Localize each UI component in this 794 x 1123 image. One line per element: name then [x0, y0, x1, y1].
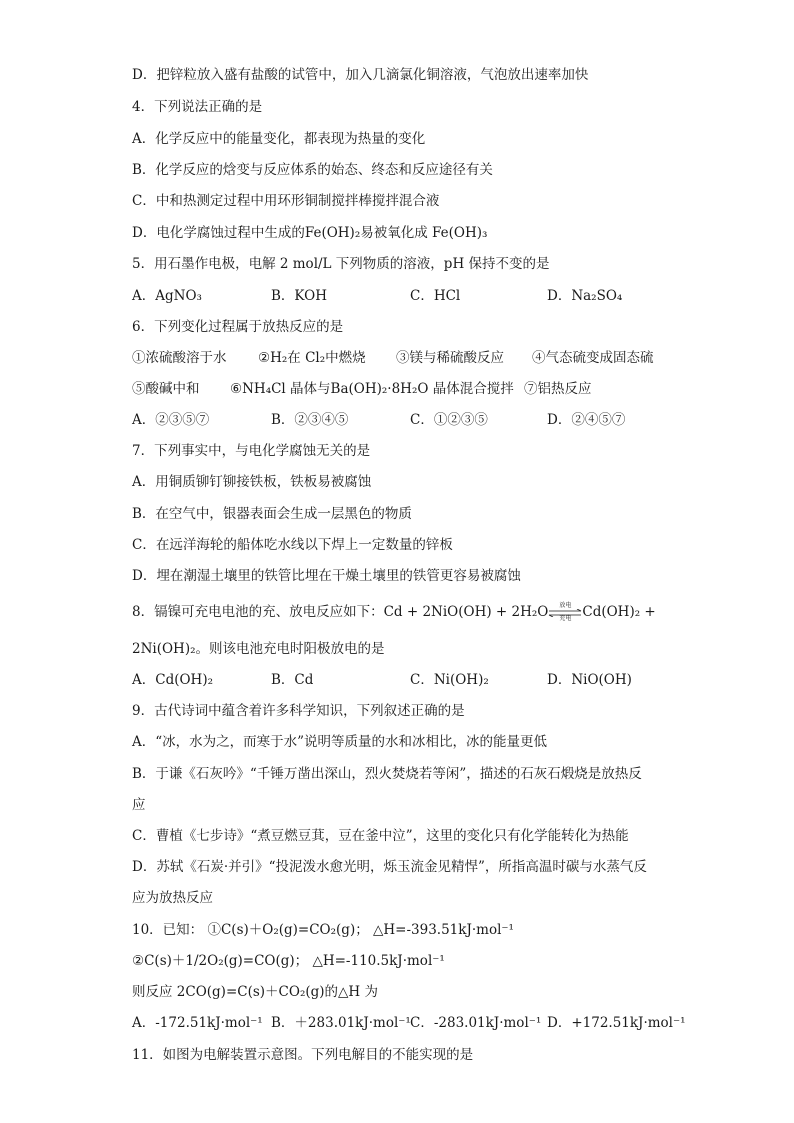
- q9-option-a: A．“冰，水为之，而寒于水”说明等质量的水和冰相比，冰的能量更低: [132, 734, 548, 750]
- question-10: 10．已知： ①C(s)＋O₂(g)=CO₂(g)； △H=-393.51kJ·mol⁻¹: [132, 922, 514, 938]
- q8-option-b: B．Cd: [271, 672, 314, 688]
- question-7: 7．下列事实中，与电化学腐蚀无关的是: [132, 443, 371, 459]
- q8-equation-right: Cd(OH)₂ +: [582, 604, 656, 620]
- q8-option-d: D．NiO(OH): [547, 672, 632, 688]
- q6-item-2: ②H₂在 Cl₂中燃烧: [258, 350, 366, 366]
- question-11: 11．如图为电解装置示意图。下列电解目的不能实现的是: [132, 1047, 474, 1063]
- q6-item-7: ⑦铝热反应: [524, 381, 592, 397]
- q4-option-b: B．化学反应的焓变与反应体系的始态、终态和反应途径有关: [132, 162, 493, 178]
- question-5: 5．用石墨作电极，电解 2 mol/L 下列物质的溶液，pH 保持不变的是: [132, 256, 550, 272]
- q6-item-6: ⑥NH₄Cl 晶体与Ba(OH)₂·8H₂O 晶体混合搅拌: [230, 381, 514, 397]
- q5-option-b: B．KOH: [271, 288, 327, 304]
- q9-option-d-cont: 应为放热反应: [132, 890, 213, 906]
- q9-option-b-cont: 应: [132, 797, 146, 813]
- q4-option-a: A．化学反应中的能量变化，都表现为热量的变化: [132, 131, 426, 147]
- question-4: 4．下列说法正确的是: [132, 99, 263, 115]
- q5-option-d: D．Na₂SO₄: [547, 288, 623, 304]
- q9-option-b: B．于谦《石灰吟》“千锤万凿出深山，烈火焚烧若等闲”，描述的石灰石煅烧是放热反: [132, 766, 642, 782]
- arrow-label-charge: 充电: [559, 614, 572, 622]
- q6-option-d: D．②④⑤⑦: [547, 412, 626, 428]
- q7-option-d: D．埋在潮湿土壤里的铁管比埋在干燥土壤里的铁管更容易被腐蚀: [132, 568, 521, 584]
- q6-option-a: A．②③⑤⑦: [132, 412, 210, 428]
- question-8: [132, 603, 656, 622]
- q6-item-5: ⑤酸碱中和: [132, 381, 200, 397]
- q3-option-d: D．把锌粒放入盛有盐酸的试管中，加入几滴氯化铜溶液，气泡放出速率加快: [132, 67, 589, 83]
- q10-option-a: A．-172.51kJ·mol⁻¹: [132, 1015, 263, 1031]
- q4-option-d: D．电化学腐蚀过程中生成的Fe(OH)₂易被氧化成 Fe(OH)₃: [132, 225, 488, 241]
- q7-option-c: C．在远洋海轮的船体吃水线以下焊上一定数量的锌板: [132, 537, 453, 553]
- q10-option-c: C．-283.01kJ·mol⁻¹: [410, 1015, 542, 1031]
- q9-option-c: C．曹植《七步诗》“煮豆燃豆萁，豆在釜中泣”，这里的变化只有化学能转化为热能: [132, 828, 629, 844]
- question-9: 9．古代诗词中蕴含着许多科学知识，下列叙述正确的是: [132, 703, 465, 719]
- reversible-arrow-icon: [548, 601, 582, 622]
- q10-prompt: 则反应 2CO(g)=C(s)＋CO₂(g)的△H 为: [132, 984, 378, 1000]
- q5-option-c: C．HCl: [410, 288, 461, 304]
- q4-option-c: C．中和热测定过程中用环形铜制搅拌棒搅拌混合液: [132, 193, 440, 209]
- q8-option-c: C．Ni(OH)₂: [410, 672, 489, 688]
- q10-option-b: B．＋283.01kJ·mol⁻¹: [271, 1015, 411, 1031]
- q6-item-4: ④气态硫变成固态硫: [532, 350, 654, 366]
- q6-item-3: ③镁与稀硫酸反应: [396, 350, 504, 366]
- q10-equation-2: ②C(s)＋1/2O₂(g)=CO(g)； △H=-110.5kJ·mol⁻¹: [132, 953, 445, 969]
- q9-option-d: D．苏轼《石炭·并引》“投泥泼水愈光明，烁玉流金见精悍”，所指高温时碳与水蒸气反: [132, 859, 647, 875]
- q6-option-c: C．①②③⑤: [410, 412, 488, 428]
- q8-continuation: 2Ni(OH)₂。则该电池充电时阳极放电的是: [132, 641, 385, 657]
- q8-equation-left: 8．镉镍可充电电池的充、放电反应如下：Cd + 2NiO(OH) + 2H₂O: [132, 604, 549, 620]
- arrow-label-discharge: 放电: [559, 601, 572, 609]
- q6-option-b: B．②③④⑤: [271, 412, 349, 428]
- q8-option-a: A．Cd(OH)₂: [132, 672, 214, 688]
- q7-option-a: A．用铜质铆钉铆接铁板，铁板易被腐蚀: [132, 474, 372, 490]
- question-6: 6．下列变化过程属于放热反应的是: [132, 319, 344, 335]
- q6-item-1: ①浓硫酸溶于水: [132, 350, 227, 366]
- q10-option-d: D．+172.51kJ·mol⁻¹: [547, 1015, 686, 1031]
- q7-option-b: B．在空气中，银器表面会生成一层黑色的物质: [132, 506, 412, 522]
- q5-option-a: A．AgNO₃: [132, 288, 202, 304]
